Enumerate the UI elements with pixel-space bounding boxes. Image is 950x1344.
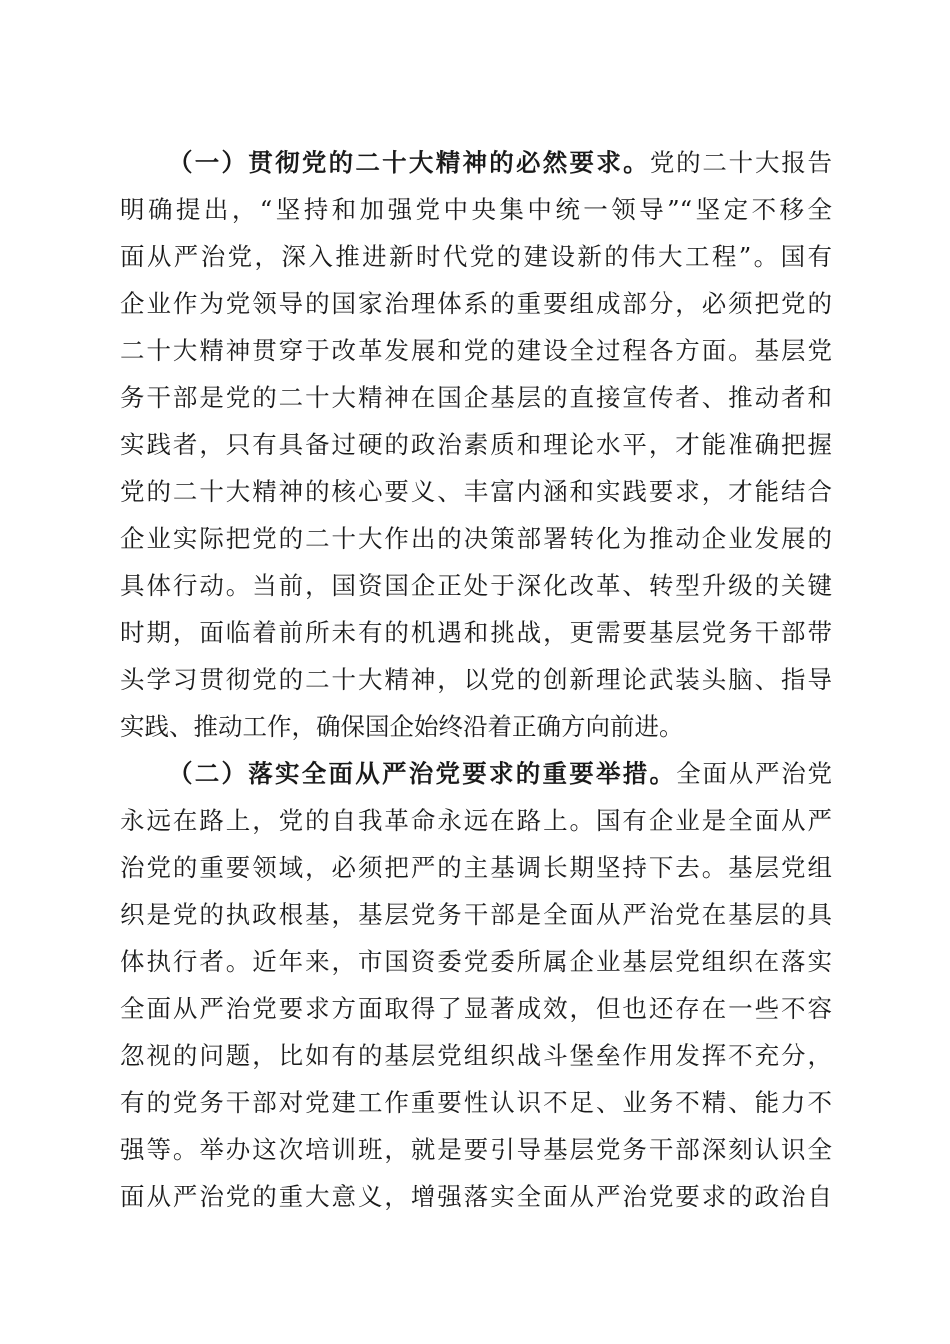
section1-first-line-text: 党的二十大报告 [649,148,832,177]
section1-line: 明确提出，“坚持和加强党中央集中统一领导”“坚定不移全 [120,195,832,224]
section2-line: 忽视的问题，比如有的基层党组织战斗堡垒作用发挥不充分， [120,1041,832,1070]
section2-line: 全面从严治党要求方面取得了显著成效，但也还存在一些不容 [120,994,832,1023]
section1-line: 企业作为党领导的国家治理体系的重要组成部分，必须把党的 [120,289,832,318]
section1-heading: （一）贯彻党的二十大精神的必然要求。 [168,148,650,177]
section2-first-line-text: 全面从严治党 [676,759,832,788]
section1-line: 实践者，只有具备过硬的政治素质和理论水平，才能准确把握 [120,430,832,459]
section1-line: 面从严治党，深入推进新时代党的建设新的伟大工程”。国有 [120,242,832,271]
section1-line: 具体行动。当前，国资国企正处于深化改革、转型升级的关键 [120,571,832,600]
section2-first-line [168,754,832,794]
section2-line: 面从严治党的重大意义，增强落实全面从严治党要求的政治自 [120,1182,832,1211]
section2-line: 织是党的执政根基，基层党务干部是全面从严治党在基层的具 [120,900,832,929]
section1-line: 时期，面临着前所未有的机遇和挑战，更需要基层党务干部带 [120,618,832,647]
section2-line: 强等。举办这次培训班，就是要引导基层党务干部深刻认识全 [120,1135,832,1164]
section1-line: 务干部是党的二十大精神在国企基层的直接宣传者、推动者和 [120,383,832,412]
section1-first-line [168,143,832,183]
section2-line: 体执行者。近年来，市国资委党委所属企业基层党组织在落实 [120,947,832,976]
section2-heading: （二）落实全面从严治党要求的重要举措。 [168,759,677,788]
section1-line: 二十大精神贯穿于改革发展和党的建设全过程各方面。基层党 [120,336,832,365]
section1-line: 头学习贯彻党的二十大精神，以党的创新理论武装头脑、指导 [120,665,832,694]
section2-line: 有的党务干部对党建工作重要性认识不足、业务不精、能力不 [120,1088,832,1117]
section1-line: 实践、推动工作，确保国企始终沿着正确方向前进。 [120,712,684,741]
section1-line: 党的二十大精神的核心要义、丰富内涵和实践要求，才能结合 [120,477,832,506]
section1-line: 企业实际把党的二十大作出的决策部署转化为推动企业发展的 [120,524,832,553]
section2-line: 治党的重要领域，必须把严的主基调长期坚持下去。基层党组 [120,853,832,882]
section2-line: 永远在路上，党的自我革命永远在路上。国有企业是全面从严 [120,806,832,835]
